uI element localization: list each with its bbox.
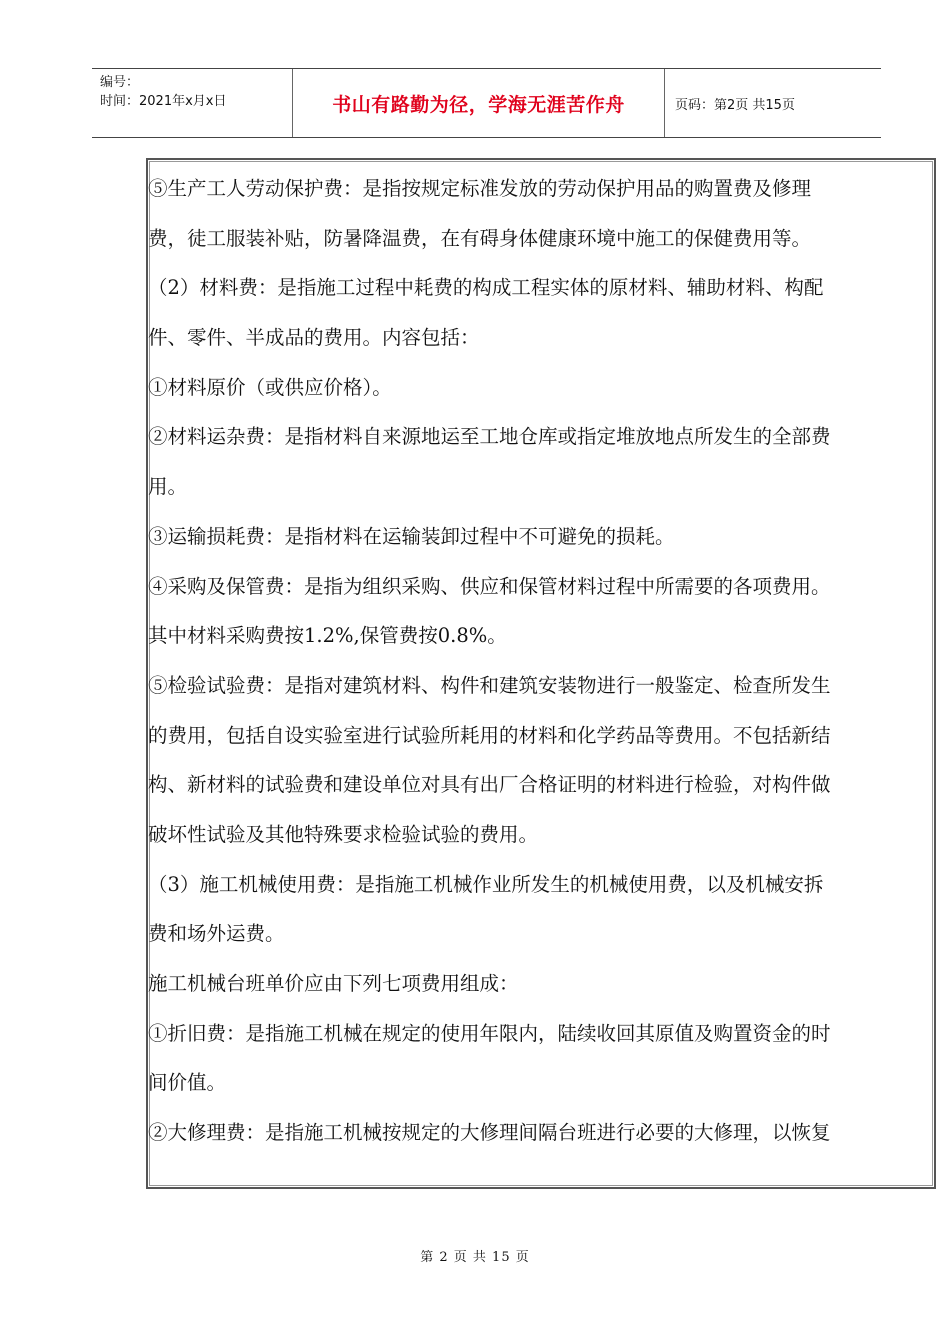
- body-line: 其中材料采购费按1.2%,保管费按0.8%。: [148, 624, 507, 648]
- document-number-label: 编号：: [100, 75, 140, 90]
- body-line: ①材料原价（或供应价格）。: [148, 375, 392, 399]
- header-motto: 书山有路勤为径，学海无涯苦作舟: [332, 93, 625, 116]
- header-page-cell: [665, 69, 881, 137]
- body-line: 间价值。: [148, 1071, 227, 1095]
- body-line: ②材料运杂费：是指材料自来源地运至工地仓库或指定堆放地点所发生的全部费: [148, 425, 831, 449]
- body-line: 构、新材料的试验费和建设单位对具有出厂合格证明的材料进行检验，对构件做: [148, 773, 831, 797]
- header-page-number: 页码：第2页 共15页: [675, 97, 795, 113]
- body-line: ④采购及保管费：是指为组织采购、供应和保管材料过程中所需要的各项费用。: [148, 574, 831, 598]
- body-line: 施工机械台班单价应由下列七项费用组成：: [148, 972, 519, 995]
- page-header: [92, 68, 881, 138]
- body-line: 破坏性试验及其他特殊要求检验试验的费用。: [148, 822, 539, 846]
- body-line: ⑤生产工人劳动保护费：是指按规定标准发放的劳动保护用品的购置费及修理: [148, 177, 812, 200]
- body-line: ①折旧费：是指施工机械在规定的使用年限内，陆续收回其原值及购置资金的时: [148, 1021, 831, 1045]
- header-motto-cell: [293, 69, 665, 137]
- body-line: （3）施工机械使用费：是指施工机械作业所发生的机械使用费，以及机械安拆: [148, 872, 824, 896]
- body-line: ③运输损耗费：是指材料在运输装卸过程中不可避免的损耗。: [148, 524, 675, 548]
- body-line: 用。: [148, 475, 188, 499]
- body-line: 费，徒工服装补贴，防暑降温费，在有碍身体健康环境中施工的保健费用等。: [148, 226, 812, 250]
- body-line: 件、零件、半成品的费用。内容包括：: [148, 326, 480, 350]
- body-line: （2）材料费：是指施工过程中耗费的构成工程实体的原材料、辅助材料、构配: [148, 276, 824, 300]
- document-time-label: 时间：2021年x月x日: [100, 94, 227, 109]
- body-line: 的费用，包括自设实验室进行试验所耗用的材料和化学药品等费用。不包括新结: [148, 723, 831, 747]
- body-line: ②大修理费：是指施工机械按规定的大修理间隔台班进行必要的大修理，以恢复: [148, 1121, 831, 1145]
- header-meta-cell: [92, 69, 293, 137]
- body-line: 费和场外运费。: [148, 922, 285, 946]
- page-footer: 第 2 页 共 15 页: [420, 1250, 530, 1265]
- body-text: [148, 164, 938, 1158]
- body-line: ⑤检验试验费：是指对建筑材料、构件和建筑安装物进行一般鉴定、检查所发生: [148, 673, 831, 697]
